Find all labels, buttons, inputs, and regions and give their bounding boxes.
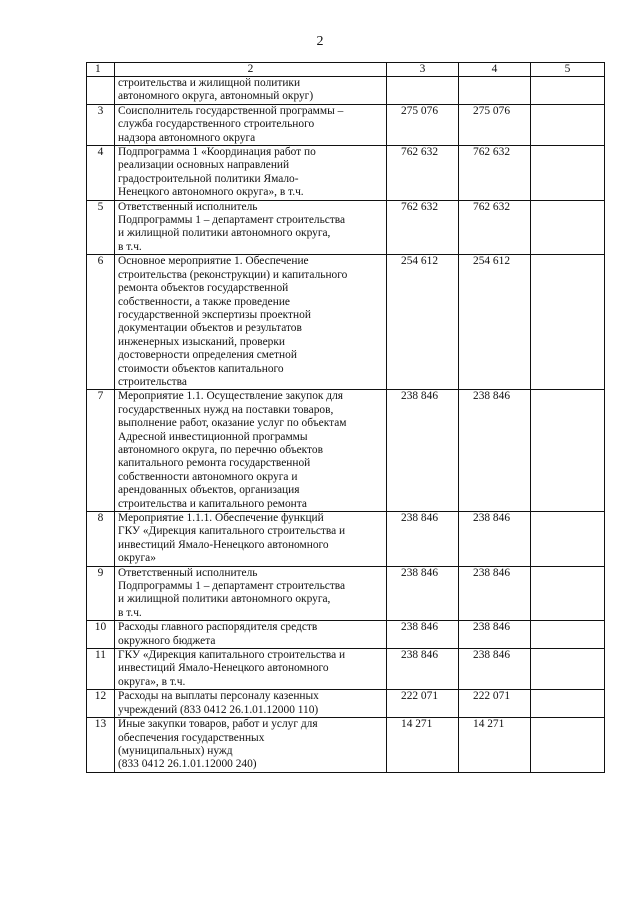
- header-col-4: 4: [459, 63, 531, 77]
- table-row: [87, 649, 605, 690]
- row-number: [87, 77, 115, 105]
- table-row: [87, 255, 605, 390]
- row-number: 13: [87, 718, 115, 773]
- row-description: Ответственный исполнитель Подпрограммы 1 – департамент строительства и жилищной политики автономного округа, в т.ч.: [115, 566, 387, 621]
- row-value-col-3: [387, 77, 459, 105]
- row-value-col-5: [531, 390, 605, 512]
- table-row: [87, 566, 605, 621]
- row-number: 5: [87, 200, 115, 255]
- row-description: строительства и жилищной политики автономного округа, автономный округ): [115, 77, 387, 105]
- row-value-col-4: 238 846: [459, 621, 531, 649]
- row-value-col-5: [531, 104, 605, 145]
- header-col-5: 5: [531, 63, 605, 77]
- row-number: 10: [87, 621, 115, 649]
- row-description: Основное мероприятие 1. Обеспечение строительства (реконструкции) и капитального ремонта объектов государственной собственности, а также проведение государственной экспертизы проектной документации объектов и результатов инженерных изысканий, проверки достоверности определения сметной стоимости объектов капитального строительства: [115, 255, 387, 390]
- row-description: Подпрограмма 1 «Координация работ по реализации основных направлений градостроительной политики Ямало- Ненецкого автономного округа», в т.ч.: [115, 146, 387, 201]
- row-value-col-4: [459, 77, 531, 105]
- header-row: [87, 63, 605, 77]
- row-value-col-3: 238 846: [387, 649, 459, 690]
- row-description: Соисполнитель государственной программы – служба государственного строительного надзора автономного округа: [115, 104, 387, 145]
- table-row: [87, 621, 605, 649]
- page-number: 2: [316, 34, 324, 49]
- row-value-col-3: 238 846: [387, 566, 459, 621]
- row-number: 8: [87, 512, 115, 567]
- table-row: [87, 390, 605, 512]
- header-col-1: 1: [87, 63, 115, 77]
- row-value-col-5: [531, 255, 605, 390]
- table-row: [87, 146, 605, 201]
- row-value-col-4: 238 846: [459, 566, 531, 621]
- row-value-col-3: 254 612: [387, 255, 459, 390]
- row-value-col-4: 222 071: [459, 690, 531, 718]
- row-number: 7: [87, 390, 115, 512]
- row-description: ГКУ «Дирекция капитального строительства и инвестиций Ямало-Ненецкого автономного округа», в т.ч.: [115, 649, 387, 690]
- table-row: [87, 690, 605, 718]
- table-row: [87, 512, 605, 567]
- row-value-col-4: 275 076: [459, 104, 531, 145]
- row-value-col-3: 275 076: [387, 104, 459, 145]
- row-value-col-3: 14 271: [387, 718, 459, 773]
- row-value-col-3: 222 071: [387, 690, 459, 718]
- table-row: [87, 718, 605, 773]
- row-description: Расходы главного распорядителя средств окружного бюджета: [115, 621, 387, 649]
- row-description: Ответственный исполнитель Подпрограммы 1 – департамент строительства и жилищной политики автономного округа, в т.ч.: [115, 200, 387, 255]
- row-value-col-5: [531, 621, 605, 649]
- row-value-col-5: [531, 718, 605, 773]
- row-value-col-5: [531, 77, 605, 105]
- row-value-col-3: 762 632: [387, 146, 459, 201]
- row-value-col-4: 238 846: [459, 512, 531, 567]
- row-description: Мероприятие 1.1.1. Обеспечение функций ГКУ «Дирекция капитального строительства и инвестиций Ямало-Ненецкого автономного округа»: [115, 512, 387, 567]
- row-value-col-5: [531, 200, 605, 255]
- table-row: [87, 200, 605, 255]
- row-value-col-5: [531, 566, 605, 621]
- row-value-col-5: [531, 146, 605, 201]
- row-description: Мероприятие 1.1. Осуществление закупок для государственных нужд на поставки товаров, выполнение работ, оказание услуг по объектам Адресной инвестиционной программы автономного округа, по перечню объектов капитального ремонта государственной собственности автономного округа и арендованных объектов, организация строительства и капитального ремонта: [115, 390, 387, 512]
- row-value-col-5: [531, 690, 605, 718]
- row-number: 9: [87, 566, 115, 621]
- row-value-col-4: 238 846: [459, 390, 531, 512]
- budget-table: [86, 62, 605, 773]
- row-value-col-3: 238 846: [387, 390, 459, 512]
- row-value-col-5: [531, 512, 605, 567]
- row-value-col-5: [531, 649, 605, 690]
- row-value-col-3: 238 846: [387, 621, 459, 649]
- row-value-col-4: 762 632: [459, 200, 531, 255]
- row-description: Расходы на выплаты персоналу казенных учреждений (833 0412 26.1.01.12000 110): [115, 690, 387, 718]
- header-col-3: 3: [387, 63, 459, 77]
- table-row: [87, 77, 605, 105]
- row-description: Иные закупки товаров, работ и услуг для обеспечения государственных (муниципальных) нужд (833 0412 26.1.01.12000 240): [115, 718, 387, 773]
- row-value-col-4: 238 846: [459, 649, 531, 690]
- row-number: 12: [87, 690, 115, 718]
- row-number: 4: [87, 146, 115, 201]
- header-col-2: 2: [115, 63, 387, 77]
- table-row: [87, 104, 605, 145]
- row-value-col-4: 762 632: [459, 146, 531, 201]
- row-value-col-4: 14 271: [459, 718, 531, 773]
- row-value-col-3: 762 632: [387, 200, 459, 255]
- row-number: 3: [87, 104, 115, 145]
- row-value-col-3: 238 846: [387, 512, 459, 567]
- row-value-col-4: 254 612: [459, 255, 531, 390]
- row-number: 11: [87, 649, 115, 690]
- row-number: 6: [87, 255, 115, 390]
